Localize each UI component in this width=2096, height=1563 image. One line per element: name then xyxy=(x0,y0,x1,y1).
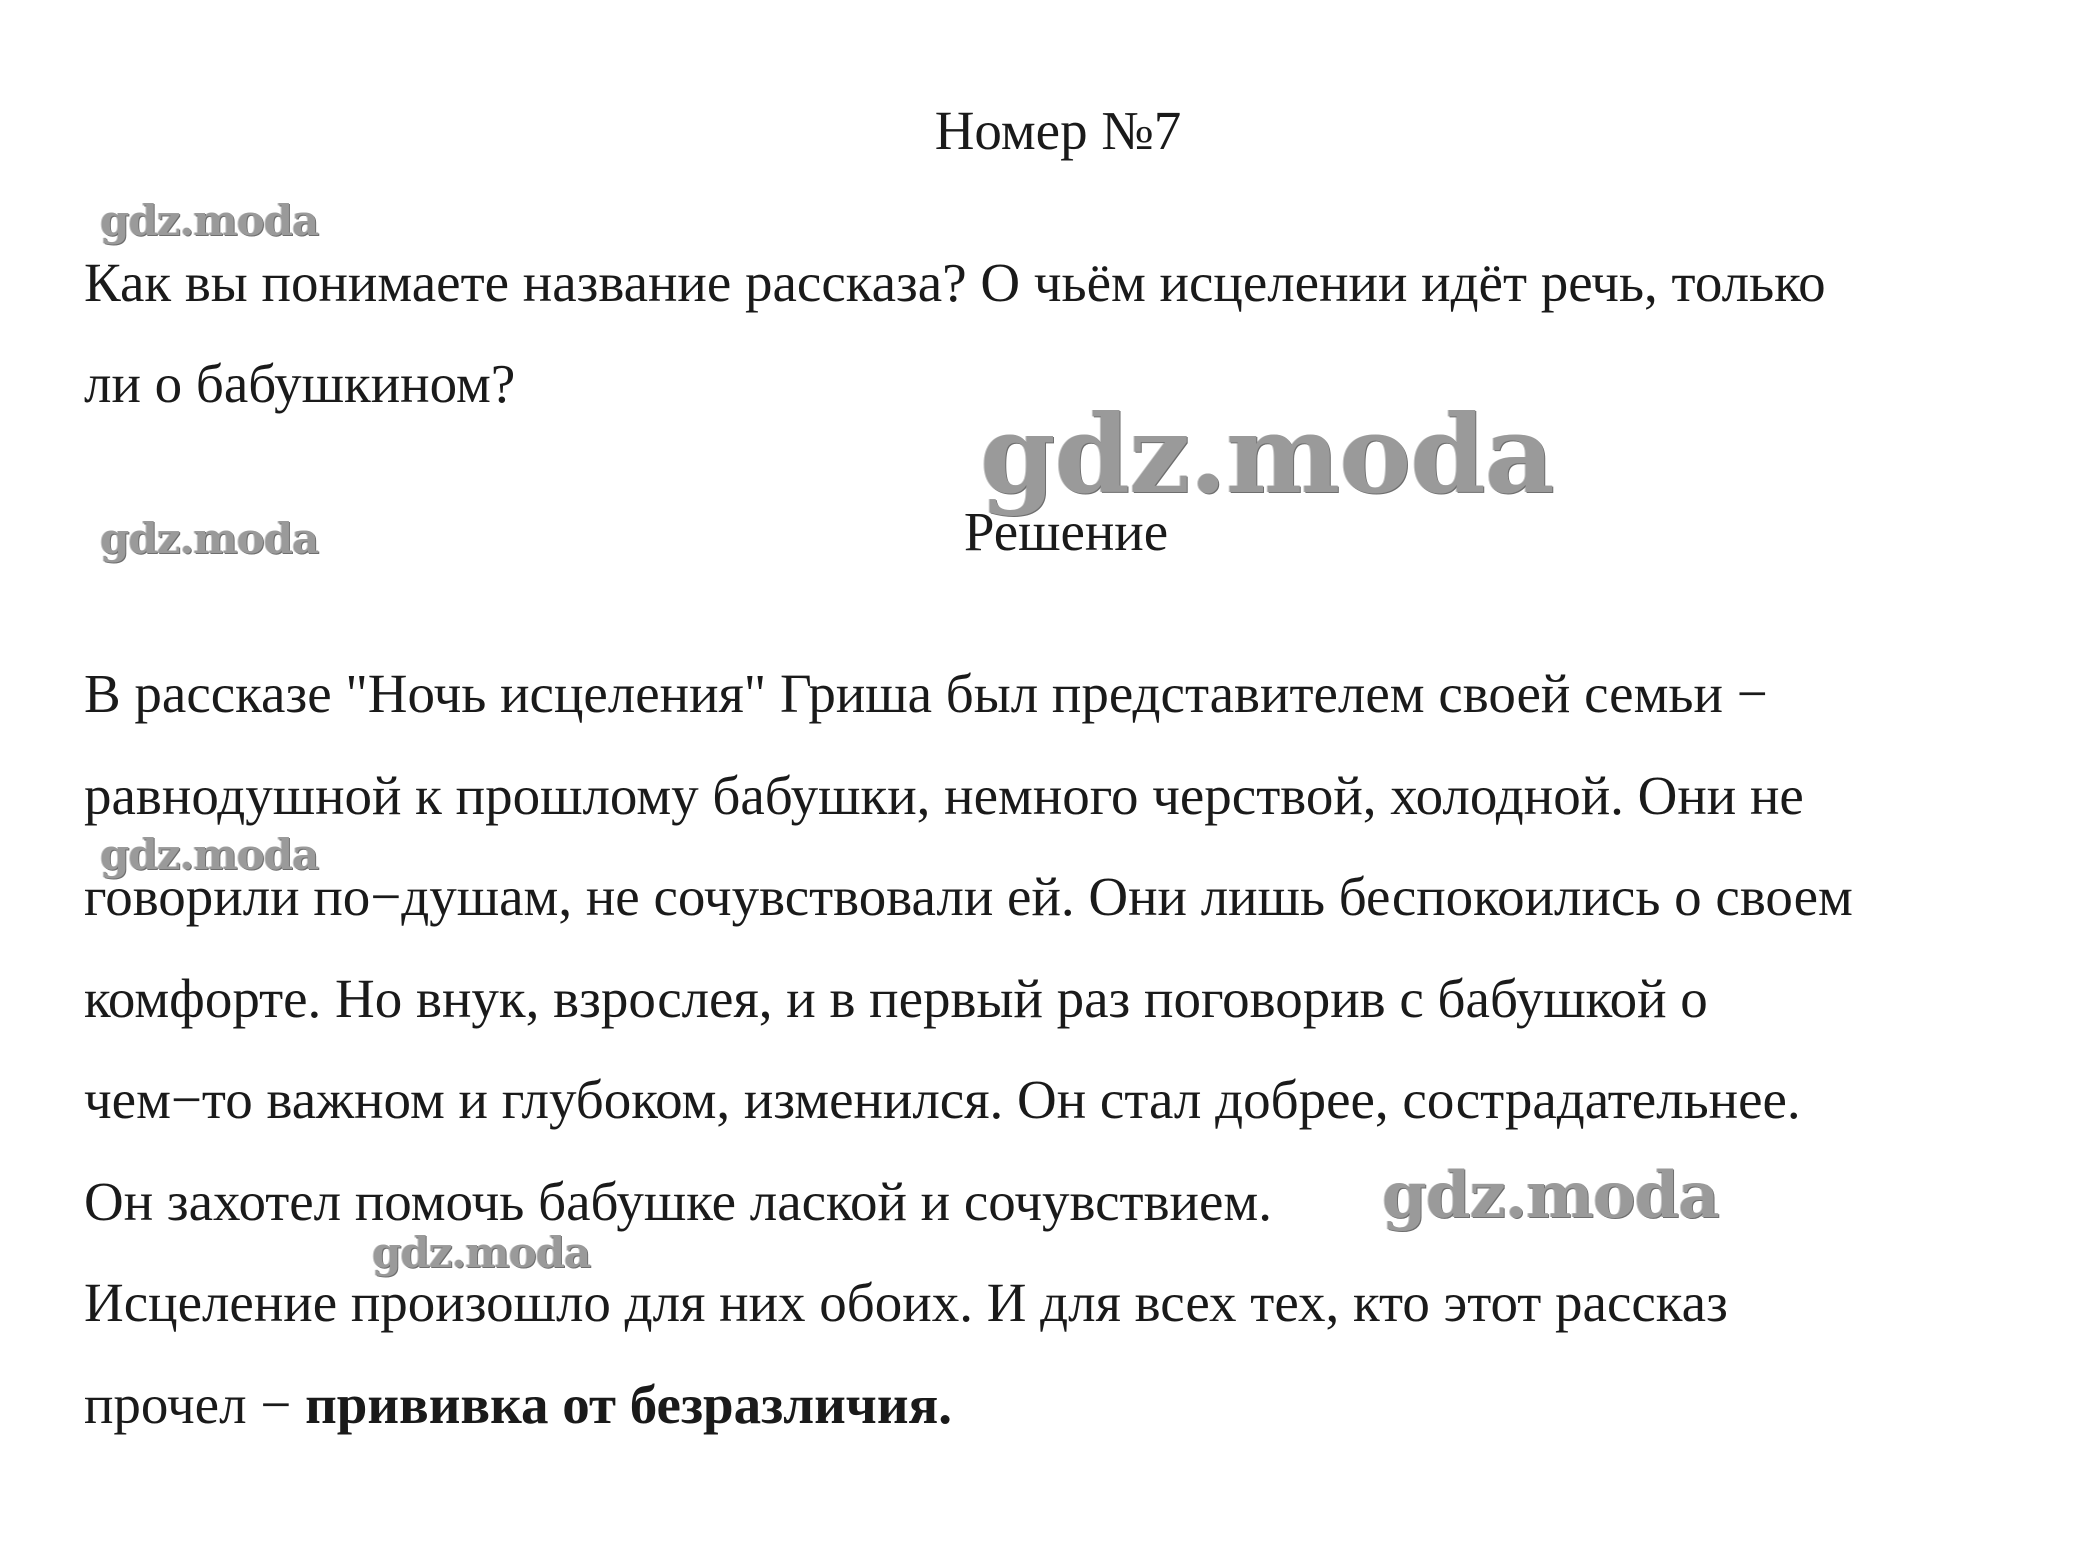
answer-last-line-prefix: прочел − xyxy=(84,1373,306,1435)
answer-text xyxy=(84,643,2044,1455)
answer-line: говорили по−душам, не сочувствовали ей. Они лишь беспокоились о своем xyxy=(84,866,1853,927)
answer-conclusion-bold: прививка от безразличия. xyxy=(305,1373,953,1435)
question-line: Как вы понимаете название рассказа? О чьём исцелении идёт речь, только xyxy=(84,252,1826,313)
watermark-logo: gdz.moda xyxy=(100,514,319,563)
watermark-logo: gdz.moda xyxy=(980,392,1554,518)
solution-heading: Решение xyxy=(963,501,1169,562)
answer-line: комфорте. Но внук, взрослея, и в первый раз поговорив с бабушкой о xyxy=(84,967,1708,1029)
watermark-logo: gdz.moda xyxy=(372,1228,591,1277)
question-line: ли о бабушкином? xyxy=(84,353,516,414)
answer-last-line xyxy=(84,1354,2044,1456)
answer-line: равнодушной к прошлому бабушки, немного черствой, холодной. Они не xyxy=(84,764,1804,826)
answer-line: Исцеление произошло для них обоих. И для всех тех, кто этот рассказ xyxy=(84,1272,1728,1333)
watermark-logo: gdz.moda xyxy=(100,830,319,879)
watermark-logo: gdz.moda xyxy=(1382,1158,1719,1233)
question-text xyxy=(84,232,2044,434)
answer-line: чем−то важном и глубоком, изменился. Он стал добрее, сострадательнее. xyxy=(84,1069,1801,1130)
watermark-logo: gdz.moda xyxy=(100,196,319,245)
page-title: Номер №7 xyxy=(934,100,1182,161)
answer-line: В рассказе "Ночь исцеления" Гриша был представителем своей семьи − xyxy=(84,663,1768,724)
answer-line: Он захотел помочь бабушке лаской и сочувствием. xyxy=(84,1170,1272,1232)
